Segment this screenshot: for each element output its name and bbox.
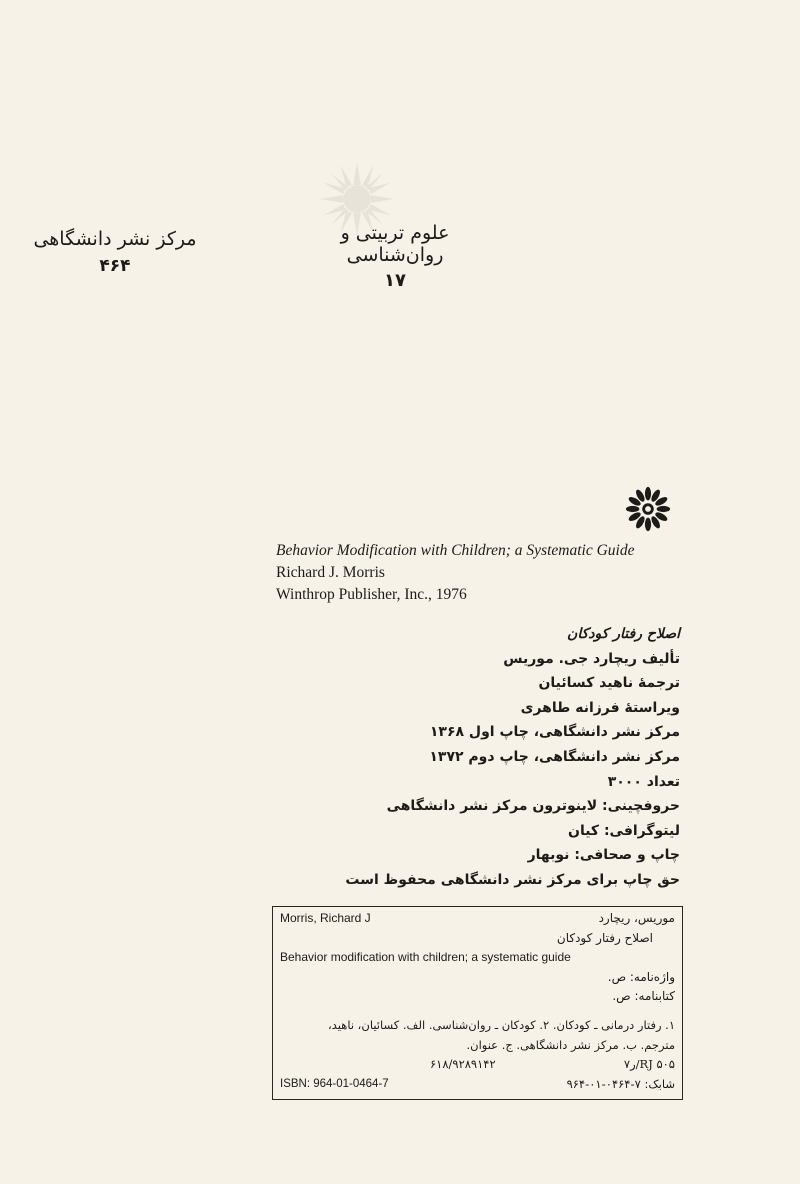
editor: ویراستهٔ فرزانه طاهری [520, 699, 680, 716]
isbn-fa: شابک: ۷-۰۴۶۴-۰۱-۹۶۴ [566, 1076, 675, 1091]
catalog-author-fa: موریس، ریچارد [598, 911, 675, 925]
translator: ترجمهٔ ناهید کسائیان [538, 675, 680, 692]
catalog-call-number: RJ ۵۰۵/ر۷ [623, 1057, 675, 1071]
catalog-dewey: ۶۱۸/۹۲۸۹۱۴۲ [430, 1057, 496, 1071]
catalog-bibliography: کتابنامه: ص. [612, 989, 675, 1003]
catalog-author-row [280, 909, 675, 929]
catalog-author-en: Morris, Richard J [280, 911, 371, 925]
publisher-series-title: مرکز نشر دانشگاهی [33, 228, 197, 250]
series-title: علوم تربیتی و روان‌شناسی [340, 222, 450, 266]
original-author: Richard J. Morris [276, 564, 385, 581]
isbn-en: ISBN: 964-01-0464-7 [280, 1077, 389, 1090]
series-block-publisher [30, 228, 200, 276]
persian-title: اصلاح رفتار کودکان [567, 626, 680, 642]
persian-edition-info [280, 622, 680, 893]
catalog-subjects-continued: مترجم. ب. مرکز نشر دانشگاهی. ج. عنوان. [466, 1037, 675, 1052]
series-number: ۱۷ [384, 270, 406, 291]
catalog-classification-row [280, 1055, 675, 1075]
cataloging-record-box [272, 906, 683, 1019]
original-title: Behavior Modification with Children; a Systematic Guide [276, 542, 635, 559]
original-edition-info [276, 540, 696, 606]
catalog-subjects: ۱. رفتار درمانی ـ کودکان. ۲. کودکان ـ روان‌شناسی. الف. کسائیان، ناهید، [328, 1018, 675, 1032]
catalog-title-fa: اصلاح رفتار کودکان [556, 930, 653, 945]
publisher-logo-icon [624, 485, 672, 533]
catalog-glossary: واژه‌نامه: ص. [607, 969, 675, 984]
catalog-extension [272, 1016, 683, 1094]
typesetting: حروفچینی: لاینوترون مرکز نشر دانشگاهی [386, 798, 680, 815]
series-block-education [295, 222, 495, 291]
publisher-series-number: ۴۶۴ [99, 256, 131, 276]
persian-author: تألیف ریچارد جی. موریس [503, 650, 680, 667]
catalog-title-en: Behavior modification with children; a systematic guide [280, 950, 571, 964]
lithography: لیتوگرافی: کیان [568, 822, 680, 839]
print-run: تعداد ۳۰۰۰ [607, 773, 680, 790]
original-publisher: Winthrop Publisher, Inc., 1976 [276, 586, 467, 603]
first-edition: مرکز نشر دانشگاهی، چاپ اول ۱۳۶۸ [429, 724, 680, 741]
printing-binding: چاپ و صحافی: نوبهار [527, 847, 680, 864]
second-edition: مرکز نشر دانشگاهی، چاپ دوم ۱۳۷۲ [429, 748, 680, 765]
catalog-isbn-row [280, 1075, 675, 1095]
copyright-notice: حق چاپ برای مرکز نشر دانشگاهی محفوظ است [345, 871, 680, 888]
